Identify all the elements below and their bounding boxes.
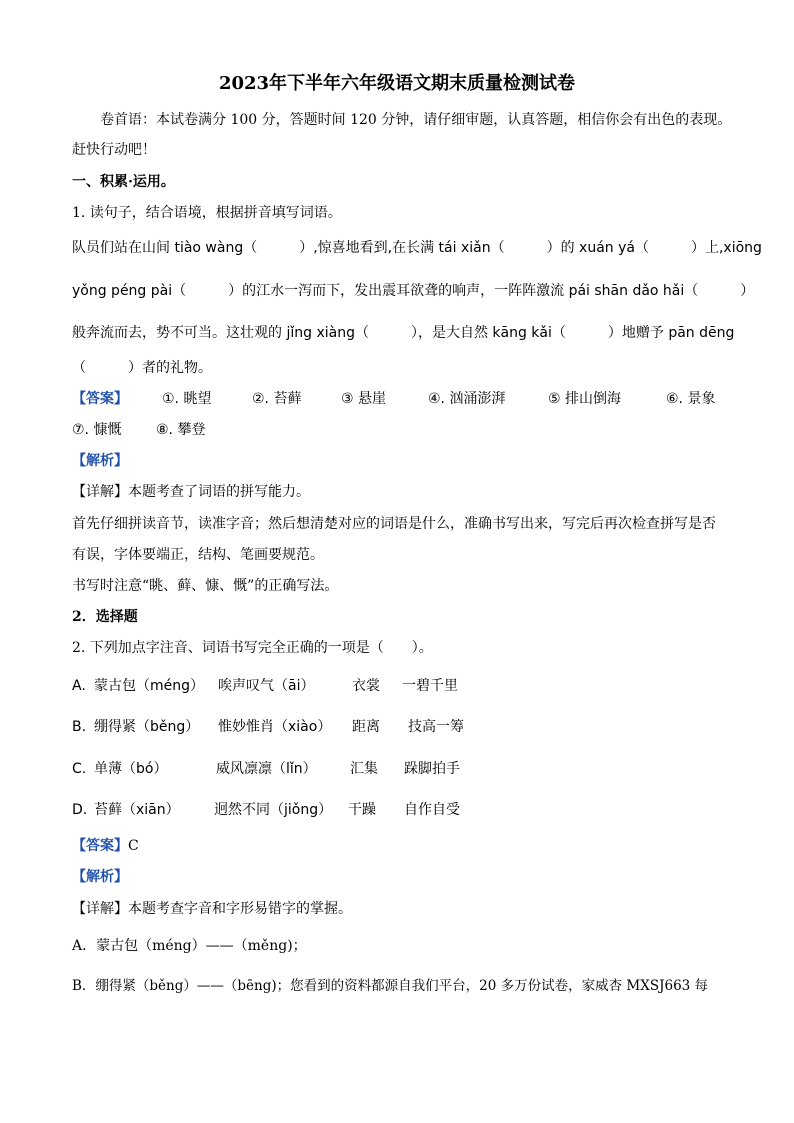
preface-line: 卷首语：本试卷满分 100 分，答题时间 120 分钟，请仔细审题，认真答题，相信你会有出色的表现。 [100, 112, 732, 128]
explanation-line: B．绷得紧（běng）——（bēng)；您看到的资料都源自我们平台，20 多万份试卷，家威杏 MXSJ663 每 [72, 978, 709, 994]
analysis-label: 【解析】 [72, 453, 128, 469]
option-word: 绷得紧（běng） [94, 719, 200, 735]
option-word: 威风凛凛（lǐn） [216, 761, 317, 777]
option-word: 蒙古包（méng） [94, 678, 205, 694]
answer-label: 【答案】 [72, 391, 128, 407]
option-word: 唉声叹气（āi） [218, 678, 315, 694]
option-word: 惟妙惟肖（xiào） [218, 719, 332, 735]
section-title: 2．选择题 [72, 609, 138, 625]
option-word: 汇集 [350, 761, 378, 777]
option-word: 苔藓（xiān） [94, 802, 180, 818]
option-word: 距离 [352, 719, 380, 735]
question-text-line: （ ）者的礼物。 [72, 360, 212, 376]
detail-text: 【详解】本题考查了词语的拼写能力。 [72, 484, 310, 500]
explanation-line: 首先仔细拼读音节，读准字音；然后想清楚对应的词语是什么，准确书写出来，写完后再次检查拼写是否 [72, 516, 716, 532]
answer-row [72, 836, 139, 856]
option-word: 干躁 [348, 802, 376, 818]
detail-text: 【详解】本题考查字音和字形易错字的掌握。 [72, 901, 352, 917]
page-title: 2023年下半年六年级语文期末质量检测试卷 [218, 73, 576, 94]
option-word: 衣裳 [352, 678, 380, 694]
option-key: C. [72, 761, 87, 777]
explanation-line: 书写时注意“眺、藓、慷、慨”的正确写法。 [72, 578, 339, 594]
preface-line: 赶快行动吧！ [72, 142, 156, 158]
option-key: B. [72, 719, 87, 735]
question-text-line: yǒng péng pài（ ）的江水一泻而下，发出震耳欲聋的响声，一阵阵激流 pái shān dǎo hǎi（ ） [72, 283, 755, 299]
answer-value: C [128, 838, 139, 854]
question-text-line: 队员们站在山间 tiào wàng（ ）,惊喜地看到,在长满 tái xiǎn（ ）的 xuán yá（ ）上,xiōng [72, 240, 762, 256]
answer-item: ①. 眺望 [162, 391, 212, 407]
explanation-line: A．蒙古包（méng）——（měng)； [72, 938, 307, 954]
question-stem: 2. 下列加点字注音、词语书写完全正确的一项是（ ）。 [72, 640, 433, 656]
analysis-label: 【解析】 [72, 869, 128, 885]
option-word: 迥然不同（jiǒng） [214, 802, 333, 818]
section-title: 一、积累·运用。 [72, 174, 175, 190]
answer-item: ⑧. 攀登 [156, 422, 206, 438]
answer-label: 【答案】 [72, 838, 128, 854]
answer-item: ④. 汹涌澎湃 [428, 391, 506, 407]
option-word: 一碧千里 [402, 678, 458, 694]
option-word: 跺脚拍手 [404, 761, 460, 777]
question-stem: 1. 读句子，结合语境，根据拼音填写词语。 [72, 205, 342, 221]
question-text-line: 般奔流而去，势不可当。这壮观的 jǐng xiàng（ ），是大自然 kāng kǎi（ ）地赠予 pān dēng [72, 325, 735, 341]
answer-item: ⑤ 排山倒海 [548, 391, 622, 407]
answer-item: ⑥. 景象 [666, 391, 716, 407]
answer-item: ⑦. 慷慨 [72, 422, 122, 438]
option-word: 单薄（bó） [94, 761, 168, 777]
answer-item: ②. 苔藓 [252, 391, 302, 407]
option-word: 技高一筹 [408, 719, 464, 735]
option-key: D. [72, 802, 88, 818]
answer-item: ③ 悬崖 [341, 391, 387, 407]
option-key: A. [72, 678, 86, 694]
explanation-line: 有误，字体要端正，结构、笔画要规范。 [72, 547, 324, 563]
option-word: 自作自受 [404, 802, 460, 818]
